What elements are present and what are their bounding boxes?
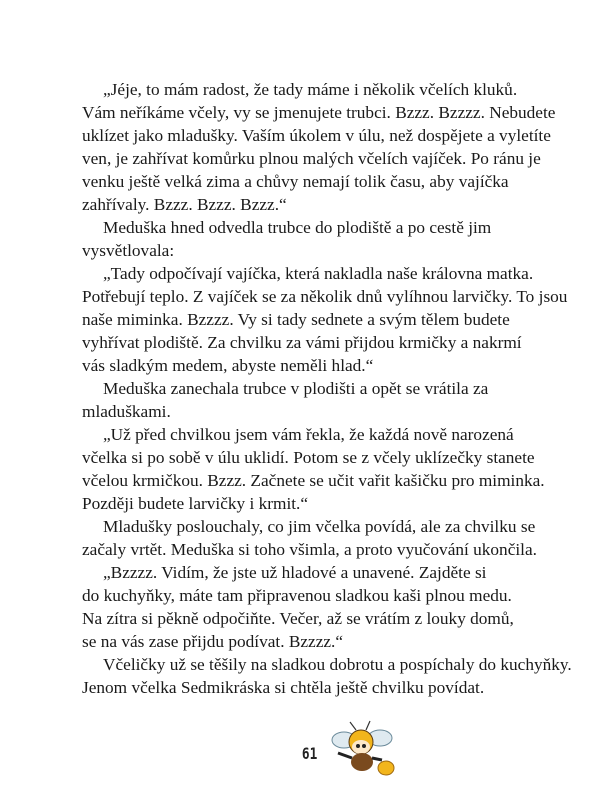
- text-line: Včeličky už se těšily na sladkou dobrotu a pospíchaly do kuchyňky.: [103, 655, 572, 674]
- text-line: naše miminka. Bzzzz. Vy si tady sednete a svým tělem budete: [82, 310, 510, 329]
- text-line: zahřívaly. Bzzz. Bzzz. Bzzz.“: [82, 195, 287, 214]
- text-line: včelka si po sobě v úlu uklidí. Potom se z včely uklízečky stanete: [82, 448, 535, 467]
- text-line: Meduška zanechala trubce v plodišti a opět se vrátila za: [103, 379, 489, 398]
- text-line: se na vás zase přijdu podívat. Bzzzz.“: [82, 632, 344, 651]
- text-line: Na zítra si pěkně odpočiňte. Večer, až se vrátím z louky domů,: [82, 609, 514, 628]
- text-line: vyhřívat plodiště. Za chvilku za vámi přijdou krmičky a nakrmí: [82, 333, 522, 352]
- page-number: 61: [301, 744, 318, 763]
- text-line: vás sladkým medem, abyste neměli hlad.“: [82, 356, 374, 375]
- text-line: včelou krmičkou. Bzzz. Začnete se učit vařit kašičku pro miminka.: [82, 471, 545, 490]
- text-line: do kuchyňky, máte tam připravenou sladkou kaši plnou medu.: [82, 586, 512, 605]
- text-line: ven, je zahřívat komůrku plnou malých včelích vajíček. Po ránu je: [82, 149, 541, 168]
- text-line: venku ještě velká zima a chůvy nemají tolik času, aby vajíčka: [82, 172, 509, 191]
- text-line: „Tady odpočívají vajíčka, která nakladla naše královna matka.: [103, 264, 534, 283]
- text-line: vysvětlovala:: [82, 241, 175, 260]
- text-line: uklízet jako mladušky. Vaším úkolem v úlu, než dospějete a vyletíte: [82, 126, 551, 145]
- text-line: „Jéje, to mám radost, že tady máme i několik včelích kluků.: [103, 80, 518, 99]
- text-line: Mladušky poslouchaly, co jim včelka povídá, ale za chvilku se: [103, 517, 536, 536]
- bee-illustration-icon: [330, 720, 405, 780]
- text-line: Později budete larvičky i krmit.“: [82, 494, 309, 513]
- text-line: Meduška hned odvedla trubce do plodiště a po cestě jim: [103, 218, 492, 237]
- text-line: Vám neříkáme včely, vy se jmenujete trubci. Bzzz. Bzzzz. Nebudete: [82, 103, 556, 122]
- text-line: „Bzzzz. Vidím, že jste už hladové a unavené. Zajděte si: [103, 563, 487, 582]
- text-line: Potřebují teplo. Z vajíček se za několik dnů vylíhnou larvičky. To jsou: [82, 287, 568, 306]
- text-line: mladuškami.: [82, 402, 171, 421]
- text-line: „Už před chvilkou jsem vám řekla, že každá nově narozená: [103, 425, 514, 444]
- text-line: Jenom včelka Sedmikráska si chtěla ještě chvilku povídat.: [82, 678, 485, 697]
- body-text: [82, 78, 572, 699]
- text-line: začaly vrtět. Meduška si toho všimla, a proto vyučování ukončila.: [82, 540, 537, 559]
